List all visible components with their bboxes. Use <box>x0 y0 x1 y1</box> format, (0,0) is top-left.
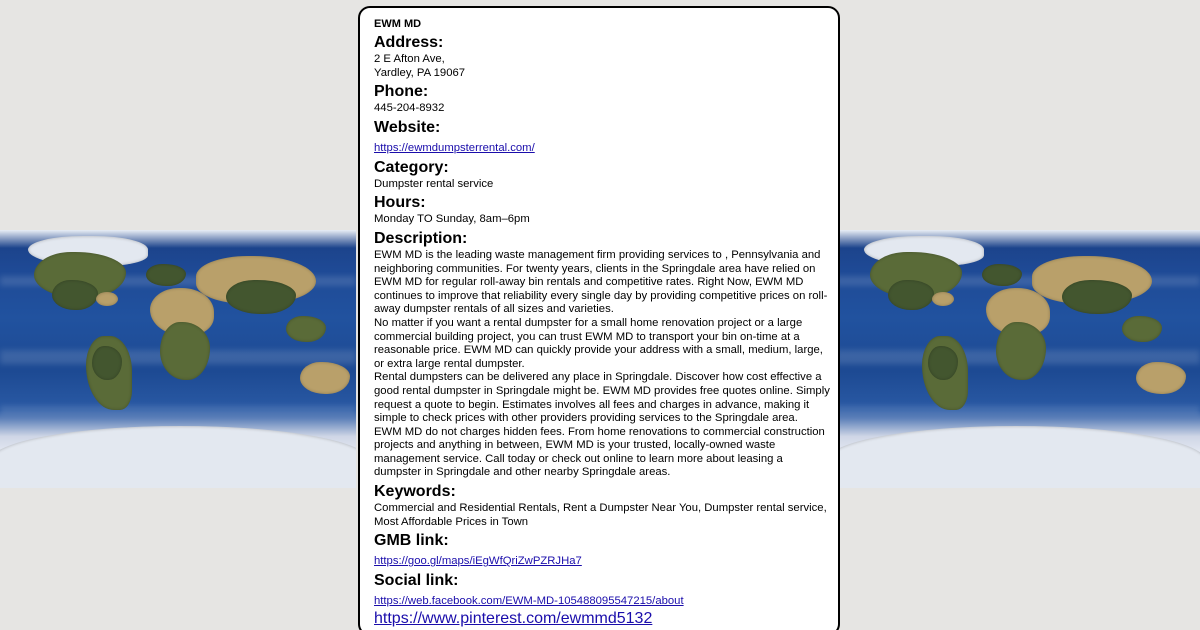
address-line-1: 2 E Afton Ave, <box>374 53 445 65</box>
landmass-africa <box>160 322 210 380</box>
world-map-background-right <box>836 230 1200 488</box>
social-link-label: Social link: <box>374 572 459 590</box>
landmass-antarctica <box>836 426 1200 488</box>
landmass-asia-south <box>1062 280 1132 314</box>
landmass-mexico <box>96 292 118 306</box>
hours-value: Monday TO Sunday, 8am–6pm <box>374 213 530 226</box>
website-link[interactable]: https://ewmdumpsterrental.com/ <box>374 141 535 154</box>
address-label: Address: <box>374 34 444 51</box>
address-value <box>374 53 830 80</box>
world-map-background-left <box>0 230 356 488</box>
globe-graphic <box>0 230 356 488</box>
landmass-africa <box>996 322 1046 380</box>
business-name: EWM MD <box>374 18 422 30</box>
landmass-southeast-asia <box>1122 316 1162 342</box>
landmass-amazon <box>92 346 122 380</box>
keywords-value: Commercial and Residential Rentals, Rent a Dumpster Near You, Dumpster rental service, Most Affordable Prices in Town <box>374 502 827 528</box>
globe-graphic <box>836 230 1200 488</box>
landmass-north-america-south <box>52 280 98 310</box>
hours-label: Hours: <box>374 194 426 212</box>
description-body <box>374 249 830 480</box>
landmass-australia <box>300 362 350 394</box>
description-paragraph: EWM MD do not charges hidden fees. From home renovations to commercial construction projects and anything in between, EWM MD is your trusted, locally-owned waste management service. Call today or check out online to learn more about leasing a dumpster in Springdale and other nearby Springdale areas. <box>374 425 825 479</box>
cloud-band <box>836 406 1200 415</box>
gmb-link-label: GMB link: <box>374 532 449 550</box>
landmass-north-america-south <box>888 280 934 310</box>
phone-label: Phone: <box>374 83 429 101</box>
facebook-link[interactable]: https://web.facebook.com/EWM-MD-105488095547215/about <box>374 595 684 608</box>
phone-value: 445-204-8932 <box>374 102 445 115</box>
description-paragraph: Rental dumpsters can be delivered any place in Springdale. Discover how cost effective a good rental dumpster in Springdale might be. EWM MD provides free quotes online. Simply request a quote to begin. Estimates involves all fees and charges in advance, making it simple to check prices with other providers providing services to the Springdale area. <box>374 371 830 425</box>
address-line-2: Yardley, PA 19067 <box>374 66 466 79</box>
landmass-australia <box>1136 362 1186 394</box>
landmass-southeast-asia <box>286 316 326 342</box>
landmass-amazon <box>928 346 958 380</box>
landmass-europe <box>146 264 186 286</box>
pinterest-link[interactable]: https://www.pinterest.com/ewmmd5132 <box>374 610 653 628</box>
category-value: Dumpster rental service <box>374 177 494 190</box>
landmass-europe <box>982 264 1022 286</box>
landmass-mexico <box>932 292 954 306</box>
gmb-link[interactable]: https://goo.gl/maps/iEgWfQriZwPZRJHa7 <box>374 555 582 568</box>
description-label: Description: <box>374 229 468 247</box>
description-paragraph: EWM MD is the leading waste management firm providing services to , Pennsylvania and neighboring communities. For twenty years, clients in the Springdale area have relied on EWM MD for regular roll-away bin rentals and competitive rates. Right Now, EWM MD continues to improve that reliability every single day by providing competitive prices on roll-away dumpster rentals of all sizes and varieties. <box>374 248 828 316</box>
category-label: Category: <box>374 158 449 176</box>
description-paragraph: No matter if you want a rental dumpster for a small home renovation project or a large commercial building project, you can trust EWM MD to transport your bin on-time at a reasonable price. EWM MD can quickly provide your address with a small, medium, large, or extra large rental dumpster. <box>374 316 823 370</box>
landmass-asia-south <box>226 280 296 314</box>
keywords-label: Keywords: <box>374 483 456 501</box>
landmass-antarctica <box>0 426 356 488</box>
business-info-card <box>358 6 840 630</box>
website-label: Website: <box>374 118 441 136</box>
cloud-band <box>0 406 356 415</box>
